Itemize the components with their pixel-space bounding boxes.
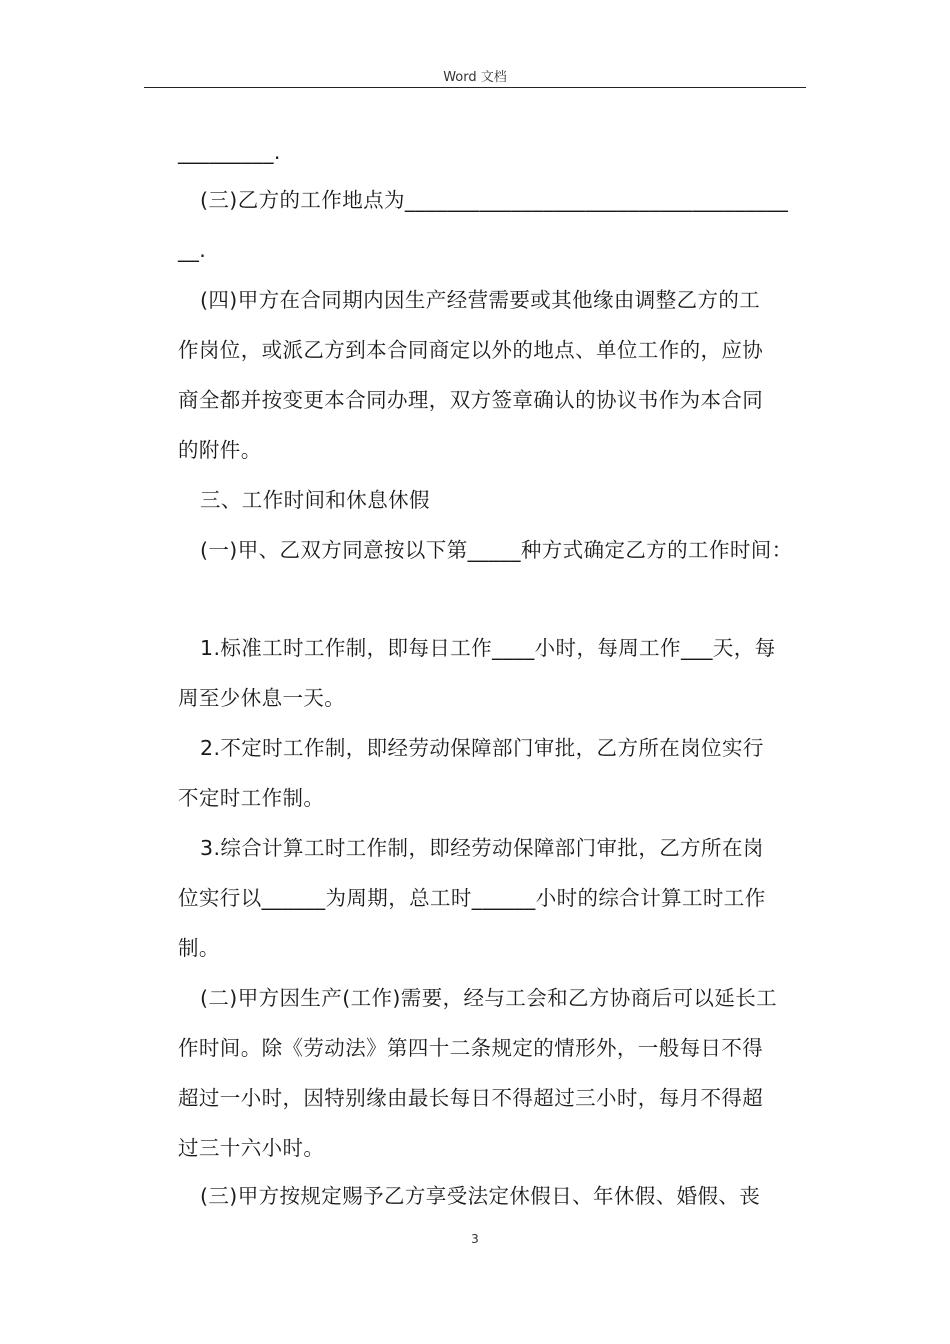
text-line: 周至少休息一天。: [178, 686, 346, 710]
text-line: 超过一小时，因特别缘由最长每日不得超过三小时，每月不得超: [178, 1086, 764, 1110]
text-line: (三)甲方按规定赐予乙方享受法定休假日、年休假、婚假、丧: [200, 1184, 761, 1208]
section-heading: 三、工作时间和休息休假: [200, 488, 430, 512]
text-line: 2.不定时工作制，即经劳动保障部门审批，乙方所在岗位实行: [200, 736, 764, 760]
header-divider: [144, 87, 806, 88]
text-line: 1.标准工时工作制，即每日工作____小时，每周工作___天，每: [200, 636, 776, 660]
text-line: (四)甲方在合同期内因生产经营需要或其他缘由调整乙方的工: [200, 288, 761, 312]
text-line: (二)甲方因生产(工作)需要，经与工会和乙方协商后可以延长工: [200, 986, 777, 1010]
text-line: 不定时工作制。: [178, 786, 325, 810]
text-line: (一)甲、乙双方同意按以下第_____种方式确定乙方的工作时间：: [200, 538, 793, 562]
text-line: __.: [178, 238, 207, 262]
text-line: 3.综合计算工时工作制，即经劳动保障部门审批，乙方所在岗: [200, 836, 764, 860]
text-line: (三)乙方的工作地点为____________________________________: [200, 188, 789, 212]
text-line: 制。: [178, 936, 220, 960]
text-line: 过三十六小时。: [178, 1136, 325, 1160]
text-line: 的附件。: [178, 438, 262, 462]
page-header-title: Word 文档: [443, 70, 507, 85]
text-line: 商全都并按变更本合同办理，双方签章确认的协议书作为本合同: [178, 388, 764, 412]
text-line: 位实行以______为周期，总工时______小时的综合计算工时工作: [178, 886, 766, 910]
text-line: 作时间。除《劳动法》第四十二条规定的情形外，一般每日不得: [178, 1036, 764, 1060]
text-line: 作岗位，或派乙方到本合同商定以外的地点、单位工作的，应协: [178, 338, 764, 362]
text-line: _________.: [178, 140, 281, 164]
page-number: 3: [471, 1232, 479, 1246]
